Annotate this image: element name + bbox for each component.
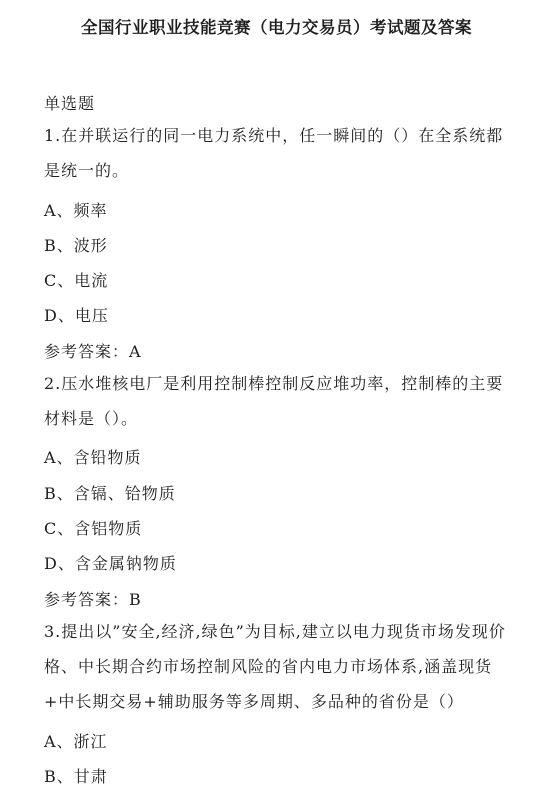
question-1-option-d: D、电压	[44, 306, 109, 325]
question-1-option-a: A、频率	[44, 201, 108, 220]
question-3-option-b: B、甘肃	[44, 767, 108, 786]
question-1-option-b: B、波形	[44, 236, 108, 255]
question-2-option-d: D、含金属钠物质	[44, 554, 177, 573]
question-2-option-c: C、含铝物质	[44, 519, 143, 538]
section-label: 单选题	[44, 94, 96, 113]
document-title: 全国行业职业技能竞赛（电力交易员）考试题及答案	[81, 18, 472, 37]
question-2-option-b: B、含镉、铪物质	[44, 484, 176, 503]
question-2-option-a: A、含铅物质	[44, 448, 142, 467]
question-1-option-c: C、电流	[44, 271, 109, 290]
question-2-answer: 参考答案：B	[44, 590, 142, 609]
question-1-answer: 参考答案：A	[44, 342, 142, 361]
question-2-stem: 2.压水堆核电厂是利用控制棒控制反应堆功率，控制棒的主要材料是（）。	[44, 374, 504, 428]
question-1-stem: 1.在并联运行的同一电力系统中，任一瞬间的（）在全系统都是统一的。	[44, 126, 504, 180]
question-3-stem: 3.提出以”安全,经济,绿色”为目标,建立以电力现货市场发现价格、中长期合约市场控制风险的省内电力市场体系,涵盖现货+中长期交易+辅助服务等多周期、多品种的省份是（）	[44, 622, 506, 711]
question-3-option-a: A、浙江	[44, 732, 108, 751]
